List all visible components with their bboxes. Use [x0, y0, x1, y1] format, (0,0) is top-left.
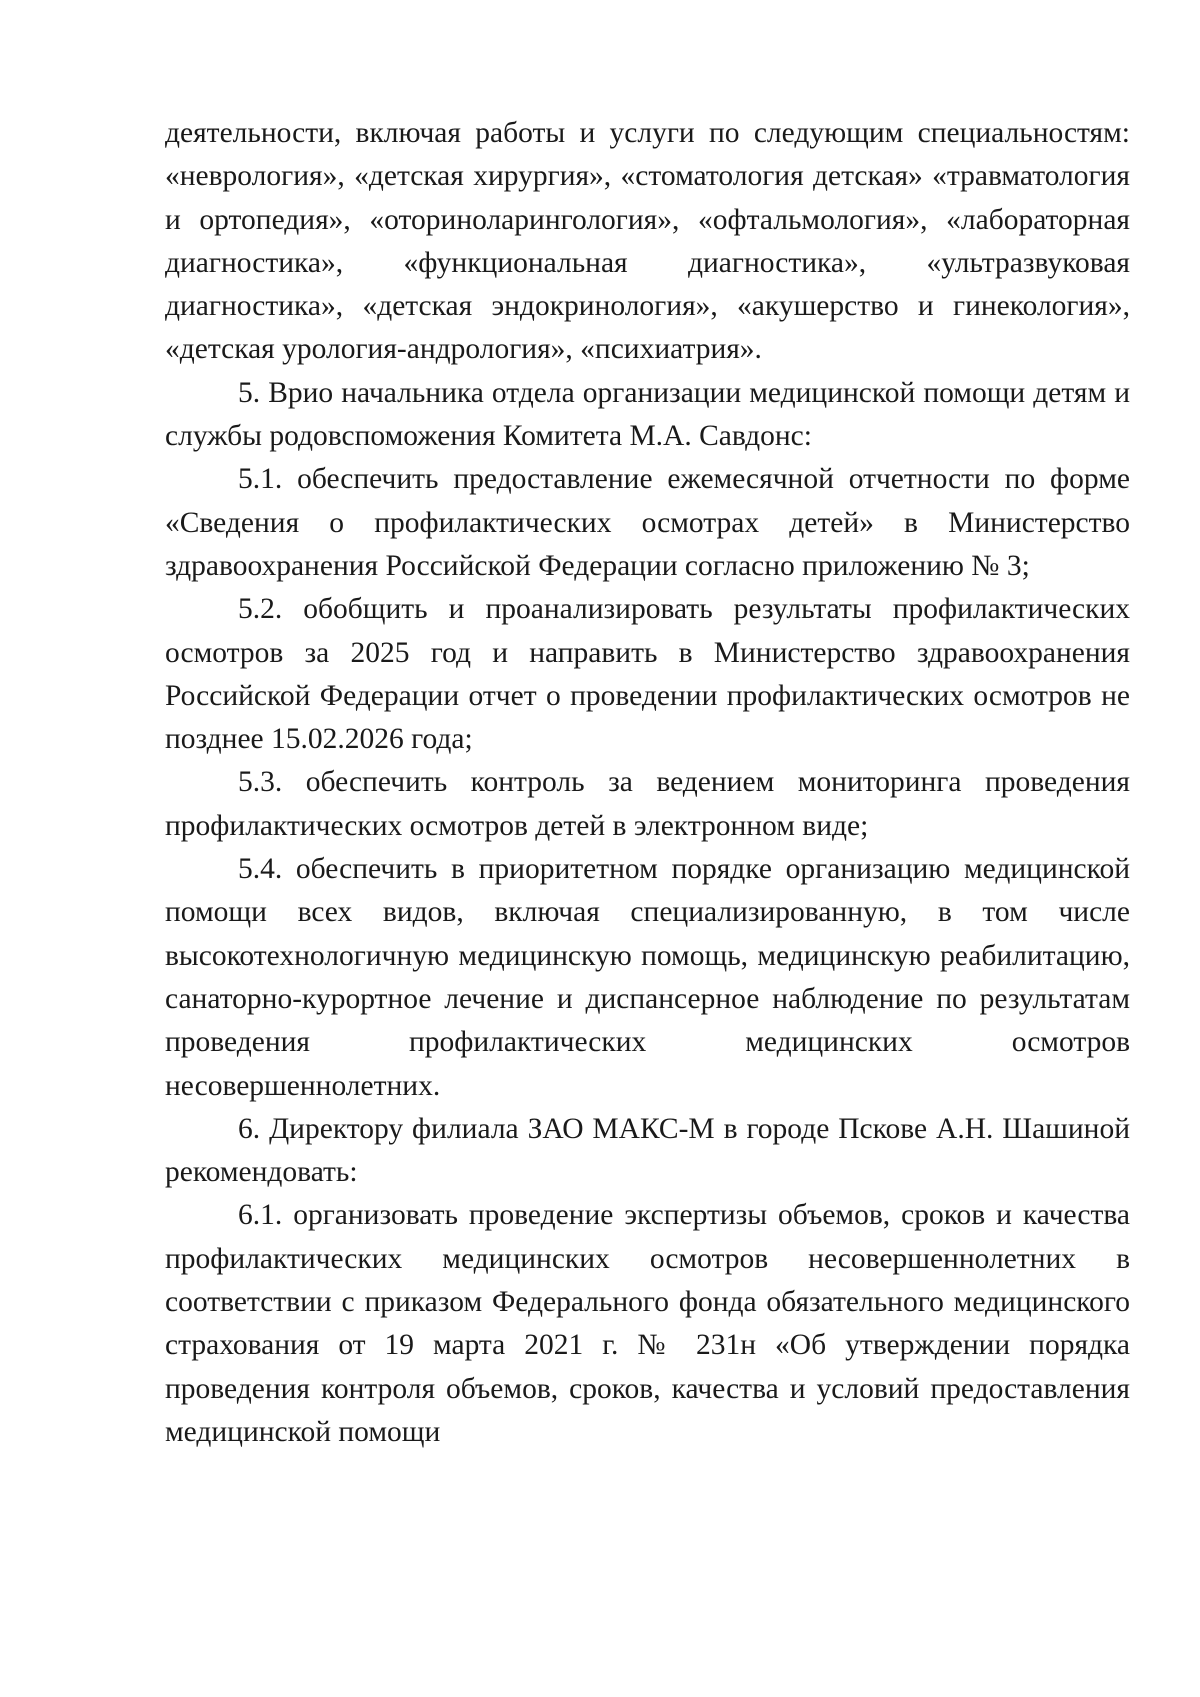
paragraph-item-6-1: 6.1. организовать проведение экспертизы объемов, сроков и качества профилактических медицинских осмотров несовершеннолетних в соответствии с приказом Федерального фонда обязательного медицинского страхования от 19 марта 2021 г. № 231н «Об утверждении порядка проведения контроля объемов, сроков, качества и условий предоставления медицинской помощи [165, 1199, 1130, 1448]
paragraph-item-5-2: 5.2. обобщить и проанализировать результаты профилактических осмотров за 2025 год и направить в Министерство здравоохранения Российской Федерации отчет о проведении профилактических осмотров не позднее 15.02.2026 года; [165, 593, 1130, 756]
document-body [165, 112, 1130, 1454]
paragraph-item-6: 6. Директору филиала ЗАО МАКС-М в городе Пскове А.Н. Шашиной рекомендовать: [165, 1112, 1130, 1189]
paragraph-item-5-4: 5.4. обеспечить в приоритетном порядке организацию медицинской помощи всех видов, включая специализированную, в том числе высокотехнологичную медицинскую помощь, медицинскую реабилитацию, санаторно-курортное лечение и диспансерное наблюдение по результатам проведения профилактических медицинских осмотров несовершеннолетних. [165, 853, 1130, 1102]
paragraph-item-5: 5. Врио начальника отдела организации медицинской помощи детям и службы родовспоможения Комитета М.А. Савдонс: [165, 376, 1130, 453]
paragraph-item-5-3: 5.3. обеспечить контроль за ведением мониторинга проведения профилактических осмотров детей в электронном виде; [165, 766, 1130, 842]
paragraph-specialties: деятельности, включая работы и услуги по следующим специальностям: «неврология», «детская хирургия», «стоматология детская» «травматология и ортопедия», «оториноларингология», «офтальмология», «лабораторная диагностика», «функциональная диагностика», «ультразвуковая диагностика», «детская эндокринология», «акушерство и гинекология», «детская урология-андрология», «психиатрия». [165, 117, 1130, 366]
paragraph-item-5-1: 5.1. обеспечить предоставление ежемесячной отчетности по форме «Сведения о профилактических осмотрах детей» в Министерство здравоохранения Российской Федерации согласно приложению № 3; [165, 463, 1130, 582]
